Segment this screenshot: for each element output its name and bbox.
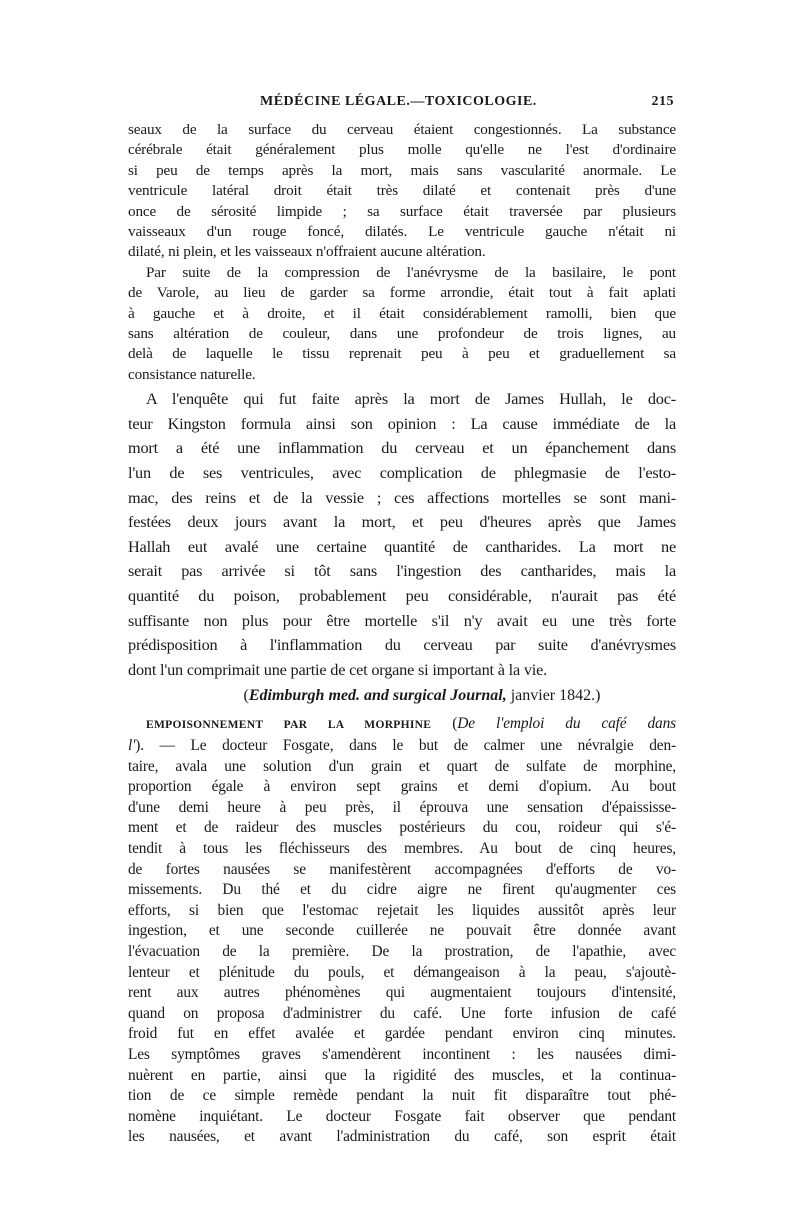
heading-note-end: l' <box>128 737 136 754</box>
text-line: ment et de raideur des muscles postérieurs du cou, roideur qui s'é- <box>128 819 676 837</box>
text-line: mac, des reins et de la vessie ; ces affections mortelles se sont mani- <box>128 487 676 507</box>
text-line: l'évacuation de la première. De la prostration, de l'apathie, avec <box>128 942 676 960</box>
text-line: de Varole, au lieu de garder sa forme arrondie, était tout à fait aplati <box>128 284 676 302</box>
text-line: once de sérosité limpide ; sa surface était traversée par plusieurs <box>128 202 676 220</box>
text-line: dilaté, ni plein, et les vaisseaux n'offraient aucune altération. <box>128 243 486 261</box>
source-citation <box>128 684 676 708</box>
text-line: proportion égale à environ sept grains et demi d'opium. Au bout <box>128 778 676 796</box>
citation-date: janvier 1842.) <box>506 687 601 705</box>
text-line: à gauche et à droite, et il était considérablement ramolli, bien que <box>128 304 676 322</box>
citation-open: ( <box>243 687 249 705</box>
text-line: lenteur et plénitude du pouls, et démangeaison à la peau, s'ajoutè- <box>128 963 676 981</box>
text-line: nuèrent en partie, ainsi que la rigidité des muscles, et la continua- <box>128 1066 676 1084</box>
text-line: dont l'un comprimait une partie de cet organe si important à la vie. <box>128 659 547 679</box>
text-line: Par suite de la compression de l'anévrysme de la basilaire, le pont <box>146 263 676 281</box>
text-line: missements. Du thé et du cidre aigre ne firent qu'augmenter ces <box>128 881 676 899</box>
text-line: froid fut en effet avalée et gardée pendant environ cinq minutes. <box>128 1025 676 1043</box>
text-line: Les symptômes graves s'amendèrent incontinent : les nausées dimi- <box>128 1045 676 1063</box>
section-heading: EMPOISONNEMENT PAR LA MORPHINE <box>146 719 432 732</box>
text-line: quand on proposa d'administrer du café. Une forte infusion de café <box>128 1004 676 1022</box>
text-line: sans altération de couleur, dans une profondeur de trois lignes, au <box>128 325 676 343</box>
text-line: festées deux jours avant la mort, et peu d'heures après que James <box>128 512 676 532</box>
text-line: A l'enquête qui fut faite après la mort de James Hullah, le doc- <box>146 389 676 409</box>
text-line: mort a été une inflammation du cerveau et un épanchement dans <box>128 438 676 458</box>
text-line: seaux de la surface du cerveau étaient congestionnés. La substance <box>128 121 676 138</box>
text-line: teur Kingston formula ainsi son opinion : La cause immédiate de la <box>128 413 676 433</box>
text-line: vaisseaux d'un rouge foncé, dilatés. Le ventricule gauche n'était ni <box>128 223 676 241</box>
text-line: ingestion, et une seconde cuillerée ne pouvait être donnée avant <box>128 922 676 940</box>
text-line: l'un de ses ventricules, avec complication de phlegmasie de l'esto- <box>128 463 676 483</box>
text-line: Hallah eut avalé une certaine quantité de cantharides. La mort ne <box>128 536 676 556</box>
heading-note: De l'emploi du café dans <box>457 715 676 733</box>
text-line: les nausées, et avant l'administration du café, son esprit était <box>128 1128 676 1146</box>
text-line: ventricule latéral droit était très dilaté et contenait près d'une <box>128 182 676 200</box>
text-line: cérébrale était généralement plus molle qu'elle ne l'est d'ordinaire <box>128 141 676 159</box>
text-line: consistance naturelle. <box>128 365 256 383</box>
text-line: tion de ce simple remède pendant la nuit fit disparaître tout phé- <box>128 1087 676 1105</box>
text-line: d'une demi heure à peu près, il éprouva une sensation d'épaississe- <box>128 798 676 816</box>
text-line: delà de laquelle le tissu reprenait peu à peu et graduellement sa <box>128 345 676 363</box>
text-line: si peu de temps après la mort, mais sans vascularité anormale. Le <box>128 161 676 179</box>
running-head <box>128 94 676 120</box>
heading-note-open: ( <box>431 715 458 733</box>
text-line: efforts, si bien que l'estomac rejetait les liquides aussitôt après leur <box>128 901 676 919</box>
text-line: suffisante non plus pour être mortelle s'il n'y avait eu une très forte <box>128 610 676 630</box>
text-line: serait pas arrivée si tôt sans l'ingestion des cantharides, mais la <box>128 561 676 581</box>
book-page <box>128 94 676 1148</box>
text-line: quantité du poison, probablement peu considérable, n'aurait pas été <box>128 586 676 606</box>
text-line: tendit à tous les fléchisseurs des membres. Au bout de cinq heures, <box>128 839 676 857</box>
paragraph-morphine-poisoning <box>128 714 676 1147</box>
text-line: taire, avala une solution d'un grain et quart de sulfate de morphine, <box>128 757 676 775</box>
text-line: nomène inquiétant. Le docteur Fosgate fait observer que pendant <box>128 1107 676 1125</box>
running-title: MÉDÉCINE LÉGALE.—TOXICOLOGIE. <box>260 94 537 109</box>
text-line: de fortes nausées se manifestèrent accompagnées d'efforts de vo- <box>128 860 676 878</box>
paragraph-autopsy-findings <box>128 120 676 385</box>
section-heading-line <box>128 714 676 736</box>
text-line: prédisposition à l'inflammation du cerveau par suite d'anévrysmes <box>128 635 676 655</box>
text-line-rest: ). — Le docteur Fosgate, dans le but de calmer une névralgie den- <box>135 737 676 754</box>
text-line <box>128 736 676 757</box>
citation-journal: Edimburgh med. and surgical Journal, <box>248 687 507 705</box>
paragraph-inquest-opinion <box>128 387 676 682</box>
text-line: rent aux autres phénomènes qui augmentaient toujours d'intensité, <box>128 984 676 1002</box>
page-number: 215 <box>651 94 674 109</box>
